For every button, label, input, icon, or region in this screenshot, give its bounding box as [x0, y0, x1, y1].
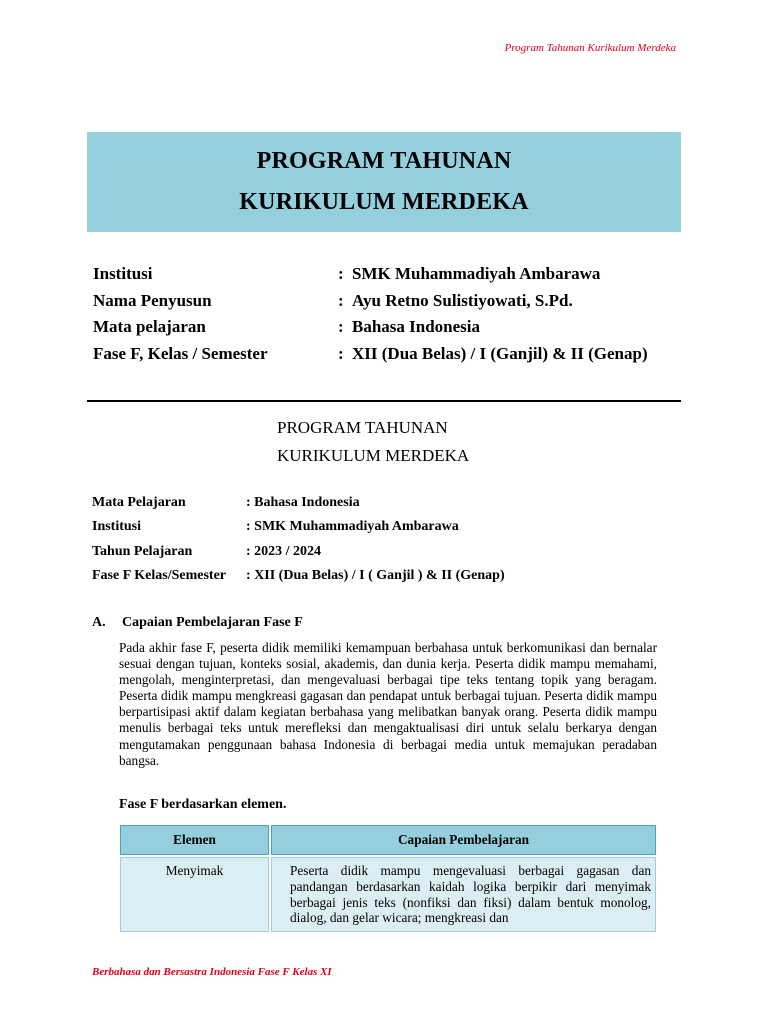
header-elemen: Elemen [120, 825, 269, 855]
title-line-1: PROGRAM TAHUNAN [256, 148, 512, 174]
identity-value: SMK Muhammadiyah Ambarawa [352, 264, 601, 283]
running-footer: Berbahasa dan Bersastra Indonesia Fase F Kelas XI [92, 966, 332, 978]
identity-colon: : [338, 344, 344, 364]
meta-label: Institusi [92, 519, 142, 535]
subtitle-line-1: PROGRAM TAHUNAN [277, 418, 448, 437]
section-a-heading [92, 615, 303, 631]
meta-row [92, 568, 652, 592]
identity-colon: : [338, 317, 344, 337]
running-header: Program Tahunan Kurikulum Merdeka [504, 42, 676, 54]
identity-label: Fase F, Kelas / Semester [93, 344, 268, 364]
identity-label: Nama Penyusun [93, 290, 212, 310]
title-banner [87, 132, 681, 232]
table-row [120, 857, 656, 932]
meta-value: : XII (Dua Belas) / I ( Ganjil ) & II (Genap) [246, 567, 505, 583]
identity-value: Bahasa Indonesia [352, 317, 481, 337]
element-subheading: Fase F berdasarkan elemen. [119, 797, 287, 812]
identity-colon: : [338, 290, 344, 310]
meta-value: : SMK Muhammadiyah Ambarawa [246, 519, 459, 535]
identity-row [93, 291, 683, 318]
cell-capaian-text: Peserta didik mampu mengevaluasi berbagai gagasan dan pandangan berdasarkan kaidah logika berpikir dari menyimak berbagai jenis teks (nonfiksi dan fiksi) dalam bentuk monolog, dialog, dan gelar wicara; mengkreasi dan [290, 863, 651, 926]
capaian-table [118, 823, 658, 934]
title-line-2: KURIKULUM MERDEKA [239, 189, 529, 215]
meta-row [92, 544, 652, 568]
meta-label: Tahun Pelajaran [92, 543, 193, 559]
section-title: Capaian Pembelajaran Fase F [122, 615, 303, 630]
identity-value: Ayu Retno Sulistiyowati, S.Pd. [352, 290, 573, 310]
meta-label: Fase F Kelas/Semester [92, 567, 226, 583]
meta-value: : Bahasa Indonesia [246, 495, 360, 510]
cell-element: Menyimak [120, 857, 269, 932]
meta-table [92, 495, 652, 592]
identity-row [93, 264, 683, 291]
meta-row [92, 519, 652, 543]
identity-row [93, 317, 683, 344]
table-header-row [120, 825, 656, 855]
identity-label: Mata pelajaran [93, 317, 206, 337]
section-a-paragraph: Pada akhir fase F, peserta didik memiliki kemampuan berbahasa untuk berkomunikasi dan bernalar sesuai dengan tujuan, konteks sosial, akademis, dan dunia kerja. Peserta didik mampu memahami, mengolah, menginterpretasi, dan mengevaluasi berbagai tipe teks tentang topik yang beragam. Peserta didik mampu mengkreasi gagasan dan pendapat untuk berbagai tujuan. Peserta didik mampu berpartisipasi aktif dalam kegiatan berbahasa yang melibatkan banyak orang. Peserta didik mampu menulis berbagai teks untuk merefleksi dan mengaktualisasi diri untuk selalu berkarya dengan mengutamakan penggunaan bahasa Indonesia di berbagai media untuk memajukan peradaban bangsa. [119, 640, 657, 768]
header-capaian: Capaian Pembelajaran [271, 825, 656, 855]
identity-label: Institusi [93, 264, 153, 283]
identity-row [93, 344, 683, 371]
meta-label: Mata Pelajaran [92, 495, 186, 510]
section-letter: A. [92, 615, 106, 630]
identity-value: XII (Dua Belas) / I (Ganjil) & II (Genap) [352, 344, 648, 364]
identity-colon: : [338, 264, 344, 283]
subtitle-line-2: KURIKULUM MERDEKA [277, 446, 470, 465]
meta-value: : 2023 / 2024 [246, 543, 322, 559]
cell-capaian [271, 857, 656, 932]
divider-line [87, 400, 681, 402]
meta-row [92, 495, 652, 519]
identity-table [93, 264, 683, 371]
